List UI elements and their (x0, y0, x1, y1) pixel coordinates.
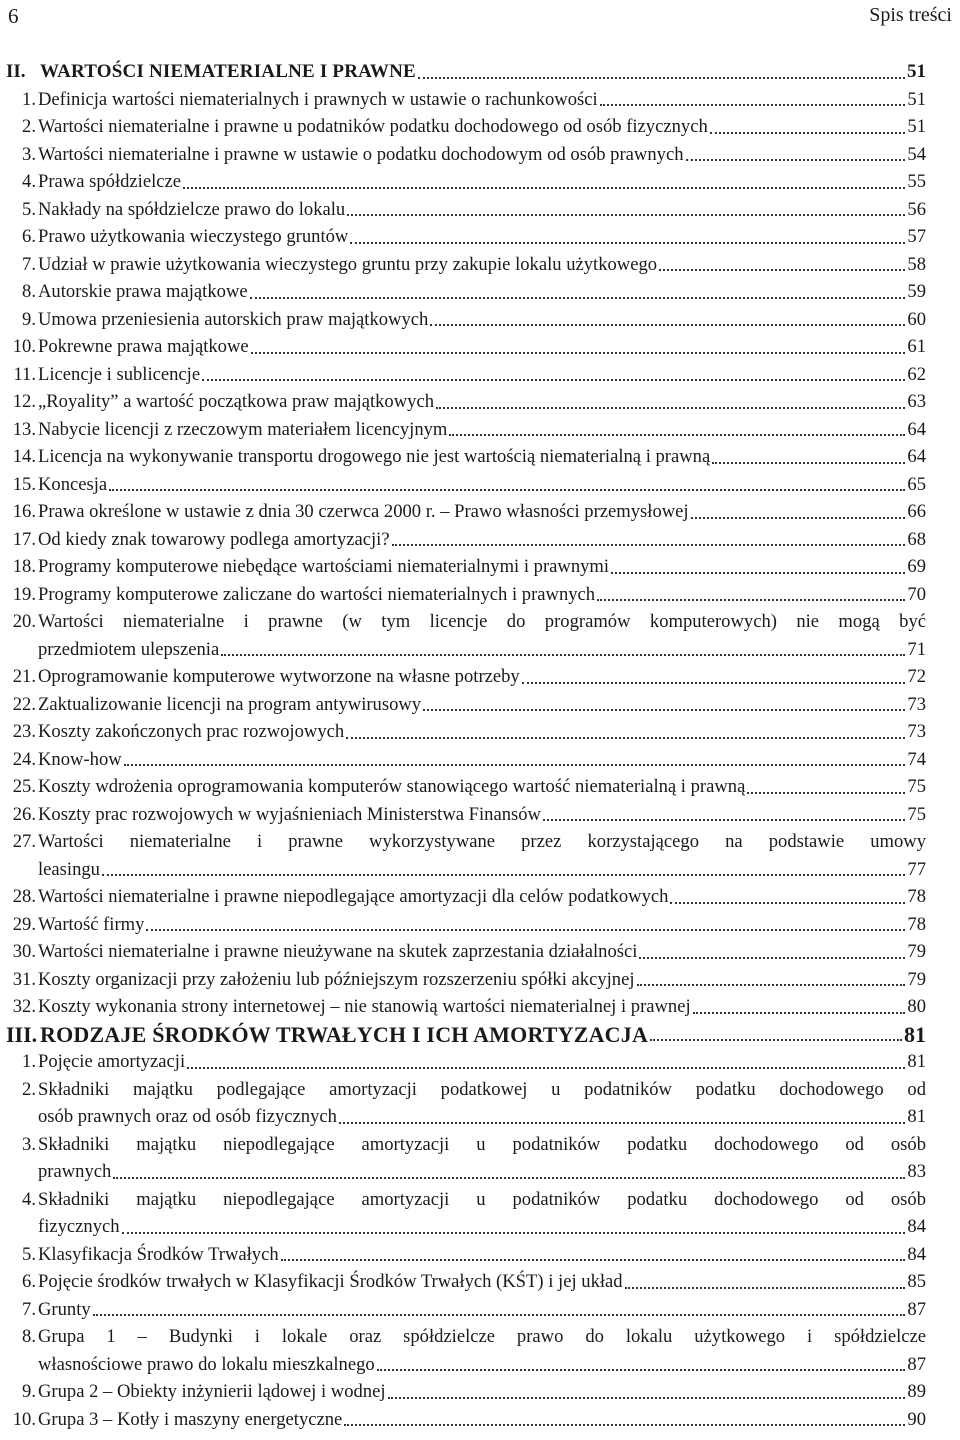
toc-entry[interactable] (0, 306, 960, 334)
dot-leader (449, 434, 905, 436)
dot-leader (659, 269, 905, 271)
dot-leader (639, 957, 905, 959)
toc-entry[interactable] (0, 1378, 960, 1406)
dot-leader (377, 1369, 906, 1371)
toc-entry-title: Pojęcie środków trwałych w Klasyfikacji Środków Trwałych (KŚT) i jej układ (38, 1271, 623, 1292)
toc-entry-number: 7. (22, 1298, 36, 1320)
toc-entry[interactable] (0, 1131, 960, 1186)
toc-entry-number: II. (6, 61, 26, 82)
toc-entry-title: Grunty (38, 1298, 91, 1320)
toc-entry-body (38, 141, 954, 169)
toc-entry[interactable] (0, 828, 960, 883)
toc-entry-title: Wartości niematerialne i prawne u podatników podatku dochodowego od osób fizycznych (38, 116, 708, 137)
toc-entry-title: Grupa 2 – Obiekty inżynierii lądowej i wodnej (38, 1381, 386, 1402)
toc-entry[interactable] (0, 443, 960, 471)
dot-leader (183, 187, 905, 189)
toc-entry-title: Know-how (38, 748, 122, 770)
dot-leader (625, 1287, 906, 1289)
toc-entry-page: 70 (907, 583, 926, 605)
toc-entry-title: Nakłady na spółdzielcze prawo do lokalu (38, 198, 346, 220)
toc-entry-title: Prawa spółdzielcze (38, 171, 182, 192)
toc-entry[interactable] (0, 86, 960, 114)
dot-leader (710, 132, 906, 134)
dot-leader (202, 379, 905, 381)
toc-entry-page: 59 (907, 281, 926, 302)
toc-entry-page: 57 (907, 226, 926, 247)
toc-entry-title: Licencje i sublicencje (38, 363, 201, 385)
toc-entry[interactable] (0, 1296, 960, 1324)
toc-entry-body (38, 416, 954, 444)
toc-entry-title: Składniki majątku niepodlegające amortyzacji u podatników podatku dochodowego od osób (38, 1188, 926, 1210)
toc-entry-page: 79 (907, 941, 926, 962)
toc-entry-body (38, 196, 954, 224)
toc-entry-title: RODZAJE ŚRODKÓW TRWAŁYCH I ICH AMORTYZACJA (40, 1021, 649, 1047)
dot-leader (221, 654, 905, 656)
toc-entry-body (38, 1241, 954, 1269)
toc-entry-number: 3. (22, 143, 36, 165)
toc-entry-body (38, 691, 954, 719)
toc-entry-page: 81 (907, 1106, 926, 1127)
toc-entry-title: przedmiotem ulepszenia (38, 638, 220, 660)
dot-leader (693, 1012, 906, 1014)
toc-entry-title: Grupa 3 – Kotły i maszyny energetyczne (38, 1408, 343, 1430)
toc-entry[interactable] (0, 416, 960, 444)
toc-entry-page: 62 (907, 363, 926, 385)
toc-section-heading[interactable] (0, 1021, 960, 1049)
toc-entry[interactable] (0, 526, 960, 554)
toc-entry-page: 74 (907, 748, 926, 770)
toc-entry-body (38, 966, 954, 994)
toc-entry-title: prawnych (38, 1161, 112, 1182)
toc-entry-title: Programy komputerowe zaliczane do wartości niematerialnych i prawnych (38, 583, 596, 605)
toc-entry-title: Wartości niematerialne i prawne niepodlegające amortyzacji dla celów podatkowych (38, 886, 669, 907)
toc-entry-body (38, 1323, 954, 1378)
toc-entry-number: 1. (22, 88, 36, 110)
toc-entry-title: Koszty wykonania strony internetowej – nie stanowią wartości niematerialnej i prawnej (38, 996, 691, 1017)
toc-entry[interactable] (0, 168, 960, 196)
toc-entry-page: 51 (907, 88, 926, 110)
toc-entry[interactable] (0, 1406, 960, 1434)
toc-entry[interactable] (0, 388, 960, 416)
toc-entry-title: Od kiedy znak towarowy podlega amortyzacji? (38, 528, 390, 550)
toc-entry-title: Programy komputerowe niebędące wartościami niematerialnymi i prawnymi (38, 556, 610, 577)
toc-entry-number: 10. (12, 336, 36, 357)
table-of-contents (0, 58, 960, 1433)
toc-entry-body (38, 828, 954, 883)
toc-entry[interactable] (0, 993, 960, 1021)
dot-leader (712, 462, 905, 464)
toc-entry-body (38, 498, 954, 526)
toc-entry-body (38, 993, 954, 1021)
toc-entry-number: 32. (12, 996, 36, 1017)
toc-entry-page: 63 (907, 391, 926, 412)
toc-entry-body (38, 443, 954, 471)
toc-entry-number: 25. (12, 776, 36, 797)
toc-entry[interactable] (0, 1076, 960, 1131)
toc-entry[interactable] (0, 141, 960, 169)
toc-entry[interactable] (0, 251, 960, 279)
toc-entry-page: 55 (907, 171, 926, 192)
toc-entry-number: 22. (12, 693, 36, 715)
dot-leader (347, 214, 905, 216)
toc-entry[interactable] (0, 911, 960, 939)
toc-entry-number: 2. (22, 1078, 36, 1100)
toc-entry[interactable] (0, 113, 960, 141)
toc-entry-page: 81 (907, 1051, 926, 1072)
dot-leader (122, 1232, 906, 1234)
toc-entry-body (38, 746, 954, 774)
toc-entry-number: 23. (12, 721, 36, 742)
toc-entry-title: WARTOŚCI NIEMATERIALNE I PRAWNE (40, 61, 416, 82)
toc-entry-body (38, 1406, 954, 1434)
toc-entry-body (38, 471, 954, 499)
toc-entry-body (38, 86, 954, 114)
toc-entry-number: 27. (12, 831, 36, 852)
toc-entry-number: 1. (22, 1051, 36, 1072)
toc-entry-page: 60 (907, 308, 926, 330)
dot-leader (124, 764, 906, 766)
dot-leader (611, 572, 905, 574)
toc-entry-number: 21. (12, 666, 36, 687)
toc-entry-title: Koszty prac rozwojowych w wyjaśnieniach Ministerstwa Finansów (38, 803, 541, 825)
toc-entry[interactable] (0, 498, 960, 526)
toc-entry-number: 6. (22, 1271, 36, 1292)
toc-entry-title: Prawa określone w ustawie z dnia 30 czerwca 2000 r. – Prawo własności przemysłowej (38, 501, 689, 522)
toc-entry-title: Pojęcie amortyzacji (38, 1051, 186, 1072)
toc-entry[interactable] (0, 691, 960, 719)
toc-entry-title: Koszty zakończonych prac rozwojowych (38, 721, 345, 742)
toc-entry-body (38, 223, 954, 251)
toc-entry-number: 2. (22, 116, 36, 137)
toc-entry-body (38, 1296, 954, 1324)
toc-entry-body (38, 333, 954, 361)
toc-entry-number: 12. (12, 391, 36, 412)
toc-entry-number: 24. (12, 748, 36, 770)
toc-entry-number: 19. (12, 583, 36, 605)
dot-leader (637, 984, 906, 986)
toc-entry-title: Pokrewne prawa majątkowe (38, 336, 249, 357)
dot-leader (388, 1397, 906, 1399)
toc-entry-title: Wartości niematerialne i prawne nieużywane na skutek zaprzestania działalności (38, 941, 638, 962)
dot-leader (747, 792, 905, 794)
toc-entry-body (38, 1048, 954, 1076)
dot-leader (339, 1122, 905, 1124)
toc-entry-number: 3. (22, 1133, 36, 1155)
dot-leader (102, 874, 905, 876)
toc-entry-body (38, 388, 954, 416)
toc-entry-title: Koncesja (38, 473, 108, 495)
toc-entry-number: 18. (12, 556, 36, 577)
toc-entry-number: 30. (12, 941, 36, 962)
dot-leader (93, 1314, 906, 1316)
toc-entry[interactable] (0, 196, 960, 224)
toc-entry[interactable] (0, 718, 960, 746)
toc-entry[interactable] (0, 1186, 960, 1241)
dot-leader (187, 1067, 905, 1069)
toc-entry-body (38, 278, 954, 306)
dot-leader (392, 544, 906, 546)
toc-entry[interactable] (0, 1241, 960, 1269)
dot-leader (418, 77, 905, 79)
toc-entry-title: Licencja na wykonywanie transportu drogowego nie jest wartością niematerialną i prawną (38, 446, 711, 467)
toc-entry-number: 9. (22, 1381, 36, 1402)
toc-entry-page: 68 (907, 528, 926, 550)
toc-entry-number: 10. (12, 1408, 36, 1430)
dot-leader (691, 517, 906, 519)
toc-entry-title: Klasyfikacja Środków Trwałych (38, 1243, 279, 1265)
dot-leader (650, 1039, 902, 1041)
toc-entry-number: 4. (22, 1188, 36, 1210)
toc-entry-number: 11. (13, 363, 36, 385)
toc-entry-number: III. (6, 1021, 38, 1047)
toc-entry-page: 87 (907, 1298, 926, 1320)
toc-entry-title: Składniki majątku podlegające amortyzacji podatkowej u podatników podatku dochodowego od (38, 1078, 926, 1100)
toc-entry-number: 7. (22, 253, 36, 275)
toc-entry[interactable] (0, 333, 960, 361)
toc-entry-body (40, 58, 954, 86)
toc-entry[interactable] (0, 773, 960, 801)
toc-entry-number: 4. (22, 171, 36, 192)
toc-entry-number: 26. (12, 803, 36, 825)
toc-entry-page: 79 (907, 968, 926, 990)
toc-entry-title: Udział w prawie użytkowania wieczystego gruntu przy zakupie lokalu użytkowego (38, 253, 658, 275)
toc-entry-body (38, 938, 954, 966)
dot-leader (686, 159, 906, 161)
toc-entry-body (38, 718, 954, 746)
toc-entry-body (38, 168, 954, 196)
toc-entry-body (40, 1021, 954, 1049)
toc-entry-title: „Royality” a wartość początkowa praw majątkowych (38, 391, 434, 412)
toc-entry[interactable] (0, 1048, 960, 1076)
toc-entry-number: 28. (12, 886, 36, 907)
dot-leader (281, 1259, 906, 1261)
toc-entry[interactable] (0, 883, 960, 911)
toc-entry[interactable] (0, 746, 960, 774)
toc-entry-body (38, 1268, 954, 1296)
toc-entry-body (38, 1186, 954, 1241)
toc-entry[interactable] (0, 608, 960, 663)
dot-leader (436, 407, 905, 409)
toc-entry[interactable] (0, 1268, 960, 1296)
toc-entry-title: własnościowe prawo do lokalu mieszkalnego (38, 1353, 375, 1375)
toc-entry-page: 84 (907, 1216, 926, 1237)
dot-leader (522, 682, 906, 684)
toc-entry-body (38, 581, 954, 609)
toc-entry-number: 5. (22, 198, 36, 220)
toc-entry-body (38, 773, 954, 801)
toc-entry-title: Definicja wartości niematerialnych i prawnych w ustawie o rachunkowości (38, 88, 598, 110)
page-number: 6 (8, 4, 19, 28)
toc-entry[interactable] (0, 938, 960, 966)
dot-leader (113, 1177, 905, 1179)
toc-entry[interactable] (0, 553, 960, 581)
toc-entry[interactable] (0, 581, 960, 609)
dot-leader (670, 902, 905, 904)
toc-entry-page: 78 (907, 913, 926, 935)
toc-entry[interactable] (0, 223, 960, 251)
toc-entry-page: 77 (907, 858, 926, 880)
toc-entry-number: 9. (22, 308, 36, 330)
toc-entry-page: 81 (904, 1021, 926, 1047)
toc-entry-body (38, 1131, 954, 1186)
toc-entry-page: 51 (907, 61, 926, 82)
toc-entry[interactable] (0, 471, 960, 499)
toc-entry-title: Grupa 1 – Budynki i lokale oraz spółdzielcze prawo do lokalu użytkowego i spółdzielcze (38, 1326, 926, 1347)
toc-entry-title: Wartości niematerialne i prawne (w tym licencje do programów komputerowych) nie mogą być (38, 611, 926, 632)
toc-entry-number: 16. (12, 501, 36, 522)
toc-entry-title: Autorskie prawa majątkowe (38, 281, 248, 302)
toc-entry-title: Koszty organizacji przy założeniu lub późniejszym rozszerzeniu spółki akcyjnej (38, 968, 635, 990)
toc-entry[interactable] (0, 663, 960, 691)
toc-entry[interactable] (0, 966, 960, 994)
toc-entry-title: Koszty wdrożenia oprogramowania komputerów stanowiącego wartość niematerialną i prawną (38, 776, 746, 797)
toc-entry-body (38, 1076, 954, 1131)
toc-entry-number: 15. (12, 473, 36, 495)
toc-entry-title: Nabycie licencji z rzeczowym materiałem licencyjnym (38, 418, 448, 440)
toc-entry-body (38, 361, 954, 389)
dot-leader (146, 929, 905, 931)
dot-leader (430, 324, 905, 326)
dot-leader (344, 1424, 905, 1426)
toc-entry-title: Składniki majątku niepodlegające amortyzacji u podatników podatku dochodowego od osób (38, 1133, 926, 1155)
toc-entry-page: 90 (907, 1408, 926, 1430)
toc-entry-page: 75 (907, 776, 926, 797)
toc-entry-body (38, 553, 954, 581)
toc-entry[interactable] (0, 361, 960, 389)
toc-entry-page: 89 (907, 1381, 926, 1402)
dot-leader (423, 709, 905, 711)
toc-entry-page: 58 (907, 253, 926, 275)
toc-entry-body (38, 526, 954, 554)
toc-entry-page: 69 (907, 556, 926, 577)
toc-entry-page: 71 (907, 638, 926, 660)
toc-entry-page: 83 (907, 1161, 926, 1182)
toc-entry-number: 5. (22, 1243, 36, 1265)
toc-entry-body (38, 801, 954, 829)
dot-leader (543, 819, 905, 821)
toc-entry-page: 65 (907, 473, 926, 495)
dot-leader (109, 489, 905, 491)
toc-entry-title: Oprogramowanie komputerowe wytworzone na własne potrzeby (38, 666, 520, 687)
toc-entry-page: 51 (907, 116, 926, 137)
toc-entry-title: Zaktualizowanie licencji na program antywirusowy (38, 693, 422, 715)
dot-leader (346, 737, 905, 739)
toc-entry[interactable] (0, 801, 960, 829)
toc-entry-number: 13. (12, 418, 36, 440)
toc-entry-number: 31. (12, 968, 36, 990)
dot-leader (597, 599, 905, 601)
toc-entry-title: Prawo użytkowania wieczystego gruntów (38, 226, 349, 247)
toc-entry-page: 64 (907, 418, 926, 440)
toc-entry-body (38, 1378, 954, 1406)
toc-entry[interactable] (0, 278, 960, 306)
toc-entry-page: 80 (907, 996, 926, 1017)
toc-entry-body (38, 663, 954, 691)
toc-entry-page: 64 (907, 446, 926, 467)
dot-leader (350, 242, 905, 244)
toc-entry-page: 78 (907, 886, 926, 907)
toc-entry-number: 8. (22, 281, 36, 302)
toc-entry-page: 85 (907, 1271, 926, 1292)
toc-entry-title: leasingu (38, 858, 100, 880)
toc-entry-title: Umowa przeniesienia autorskich praw majątkowych (38, 308, 429, 330)
toc-entry-page: 73 (907, 721, 926, 742)
toc-entry-page: 87 (907, 1353, 926, 1375)
running-head: Spis treści (869, 4, 952, 26)
toc-entry-number: 20. (12, 611, 36, 632)
toc-entry-page: 66 (907, 501, 926, 522)
toc-entry-page: 72 (907, 666, 926, 687)
dot-leader (251, 352, 906, 354)
toc-section-heading[interactable] (0, 58, 960, 86)
toc-entry-number: 14. (12, 446, 36, 467)
toc-entry-body (38, 608, 954, 663)
toc-entry-body (38, 306, 954, 334)
toc-entry-page: 75 (907, 803, 926, 825)
toc-entry-body (38, 113, 954, 141)
toc-entry-body (38, 911, 954, 939)
toc-entry[interactable] (0, 1323, 960, 1378)
toc-entry-number: 17. (12, 528, 36, 550)
toc-entry-title: Wartości niematerialne i prawne w ustawie o podatku dochodowym od osób prawnych (38, 143, 684, 165)
toc-entry-body (38, 883, 954, 911)
toc-entry-page: 84 (907, 1243, 926, 1265)
toc-entry-page: 56 (907, 198, 926, 220)
toc-entry-title: osób prawnych oraz od osób fizycznych (38, 1106, 337, 1127)
toc-entry-number: 8. (22, 1326, 36, 1347)
toc-entry-page: 61 (907, 336, 926, 357)
toc-entry-title: fizycznych (38, 1216, 120, 1237)
toc-entry-title: Wartości niematerialne i prawne wykorzystywane przez korzystającego na podstawie umowy (38, 831, 926, 852)
dot-leader (250, 297, 906, 299)
dot-leader (600, 104, 906, 106)
toc-entry-title: Wartość firmy (38, 913, 145, 935)
toc-entry-body (38, 251, 954, 279)
toc-entry-page: 54 (907, 143, 926, 165)
toc-entry-number: 29. (12, 913, 36, 935)
toc-entry-page: 73 (907, 693, 926, 715)
toc-entry-number: 6. (22, 226, 36, 247)
